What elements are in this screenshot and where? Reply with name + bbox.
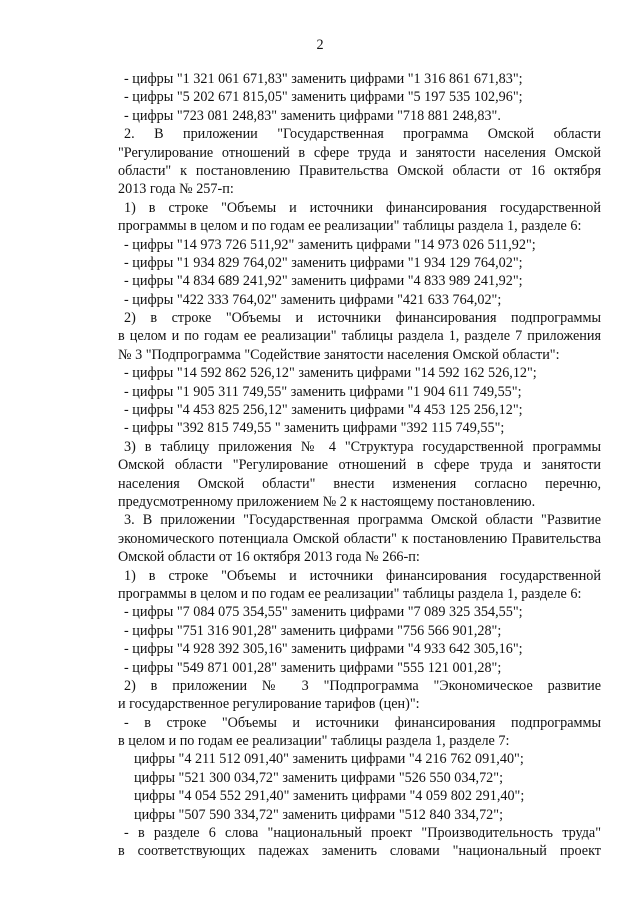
text-line: "Регулирование отношений в сфере труда и занятости населения Омской [118, 144, 601, 161]
text-line: 3. В приложении "Государственная программа Омской области "Развитие [124, 512, 601, 529]
text-line: - цифры "392 815 749,55 " заменить цифрами "392 115 749,55"; [124, 420, 505, 437]
text-line: - цифры "14 592 862 526,12" заменить цифрами "14 592 162 526,12"; [124, 365, 537, 382]
text-line: - цифры "4 834 689 241,92" заменить цифрами "4 833 989 241,92"; [124, 273, 523, 290]
text-line: - цифры "4 453 825 256,12" заменить цифрами "4 453 125 256,12"; [124, 402, 523, 419]
text-line: 2) в строке "Объемы и источники финансирования подпрограммы [124, 310, 601, 327]
text-line: в целом и по годам ее реализации" таблицы раздела 1, разделе 7: [118, 733, 510, 750]
text-line: области" к постановлению Правительства Омской области от 16 октября [118, 162, 601, 179]
text-line: - цифры "1 934 829 764,02" заменить цифрами "1 934 129 764,02"; [124, 254, 523, 271]
text-line: № 3 "Подпрограмма "Содействие занятости населения Омской области": [118, 346, 560, 363]
text-line: - цифры "14 973 726 511,92" заменить цифрами "14 973 026 511,92"; [124, 236, 536, 253]
text-line: в соответствующих падежах заменить словами "национальный проект [118, 843, 601, 860]
text-line: предусмотренному приложением № 2 к настоящему постановлению. [118, 493, 536, 510]
text-line: Омской области от 16 октября 2013 года № 266-п: [118, 549, 420, 566]
text-line: - цифры "7 084 075 354,55" заменить цифрами "7 089 325 354,55"; [124, 604, 523, 621]
text-line: - цифры "751 316 901,28" заменить цифрами "756 566 901,28"; [124, 622, 502, 639]
text-line: 3) в таблицу приложения № 4 "Структура государственной программы [124, 438, 601, 455]
text-line: - цифры "723 081 248,83" заменить цифрами "718 881 248,83". [124, 107, 501, 124]
text-line: 2) в приложении № 3 "Подпрограмма "Экономическое развитие [124, 677, 601, 694]
text-line: - цифры "549 871 001,28" заменить цифрами "555 121 001,28"; [124, 659, 502, 676]
text-line: программы в целом и по годам ее реализации" таблицы раздела 1, разделе 6: [118, 585, 582, 602]
text-line: цифры "507 590 334,72" заменить цифрами "512 840 334,72"; [134, 806, 504, 823]
text-line: 2. В приложении "Государственная программа Омской области [124, 126, 601, 143]
text-line: и государственное регулирование тарифов (цен)": [118, 696, 420, 713]
text-line: цифры "4 211 512 091,40" заменить цифрами "4 216 762 091,40"; [134, 751, 524, 768]
document-body [118, 70, 601, 861]
page-number: 2 [316, 37, 324, 53]
text-line: 2013 года № 257-п: [118, 181, 234, 198]
text-line: - цифры "1 905 311 749,55" заменить цифрами "1 904 611 749,55"; [124, 383, 522, 400]
text-line: - цифры "4 928 392 305,16" заменить цифрами "4 933 642 305,16"; [124, 641, 523, 658]
text-line: цифры "521 300 034,72" заменить цифрами "526 550 034,72"; [134, 769, 504, 786]
text-line: экономического потенциала Омской области" к постановлению Правительства [118, 530, 601, 547]
text-line: 1) в строке "Объемы и источники финансирования государственной [124, 199, 601, 216]
text-line: Омской области "Регулирование отношений в сфере труда и занятости [118, 457, 601, 474]
text-line: - в разделе 6 слова "национальный проект "Производительность труда" [124, 825, 601, 842]
text-line: цифры "4 054 552 291,40" заменить цифрами "4 059 802 291,40"; [134, 788, 525, 805]
text-line: - цифры "1 321 061 671,83" заменить цифрами "1 316 861 671,83"; [124, 71, 523, 87]
text-line: - в строке "Объемы и источники финансирования подпрограммы [124, 714, 601, 731]
text-line: 1) в строке "Объемы и источники финансирования государственной [124, 567, 601, 584]
text-line: в целом и по годам ее реализации" таблицы раздела 1, разделе 7 приложения [118, 328, 601, 345]
text-line: - цифры "422 333 764,02" заменить цифрами "421 633 764,02"; [124, 291, 502, 308]
text-line: населения Омской области" внести изменения согласно перечню, [118, 475, 601, 492]
text-line: программы в целом и по годам ее реализации" таблицы раздела 1, разделе 6: [118, 218, 582, 235]
text-line: - цифры "5 202 671 815,05" заменить цифрами "5 197 535 102,96"; [124, 89, 523, 106]
